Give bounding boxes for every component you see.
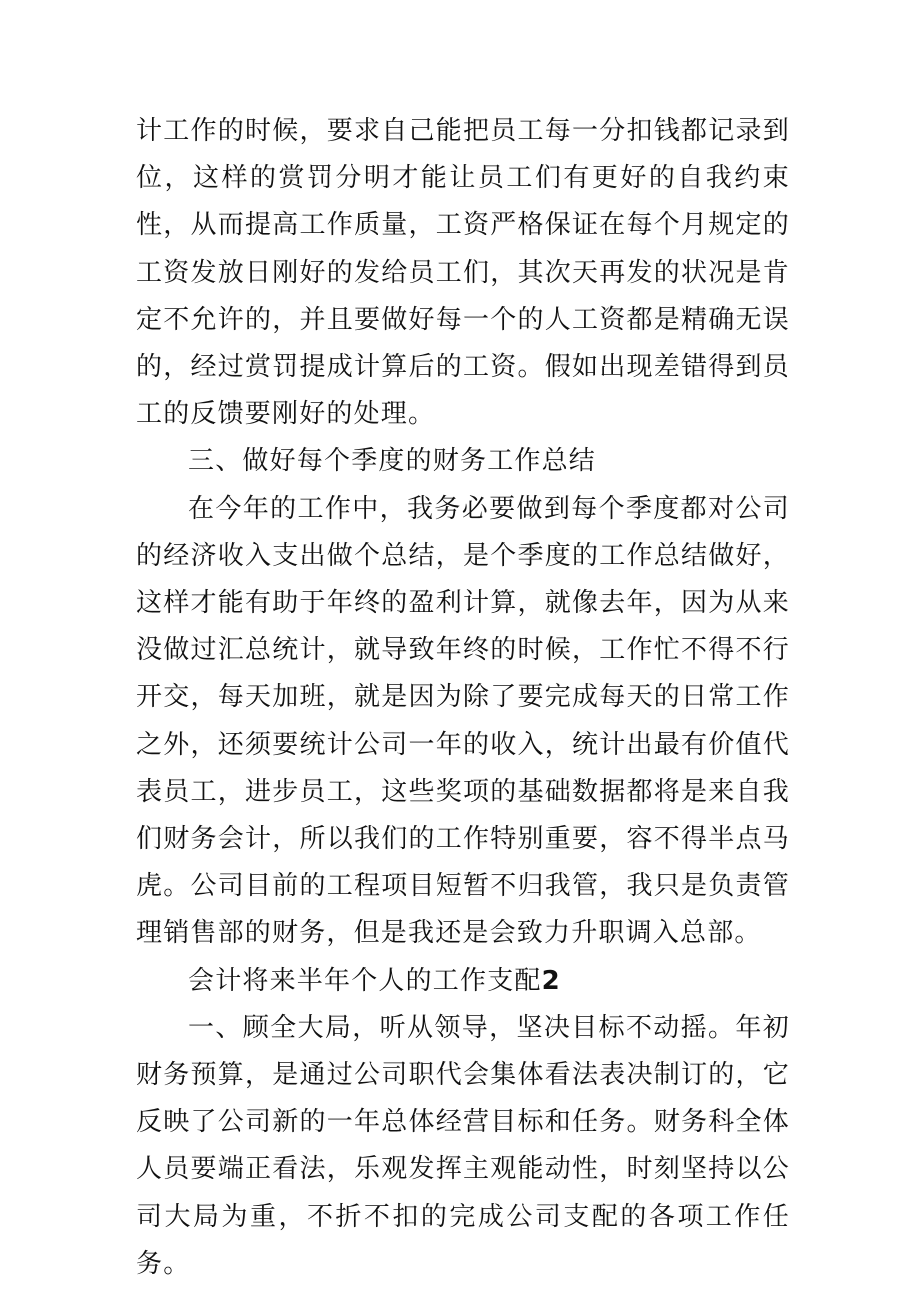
paragraph-quarterly-summary: 在今年的工作中，我务必要做到每个季度都对公司的经济收入支出做个总结，是个季度的工作总结做好，这样才能有助于年终的盈利计算，就像去年，因为从来没做过汇总统计，就导致年终的时候，工作忙不得不行开交，每天加班，就是因为除了要完成每天的日常工作之外，还须要统计公司一年的收入，统计出最有价值代表员工，进步员工，这些奖项的基础数据都将是来自我们财务会计，所以我们的工作特别重要，容不得半点马虎。公司目前的工程项目短暂不归我管，我只是负责管理销售部的财务，但是我还是会致力升职调入总部。 xyxy=(136,493,790,949)
document-body xyxy=(136,108,790,1288)
paragraph-payroll-accuracy: 计工作的时候，要求自己能把员工每一分扣钱都记录到位，这样的赏罚分明才能让员工们有更好的自我约束性，从而提高工作质量，工资严格保证在每个月规定的工资发放日刚好的发给员工们，其次天再发的状况是肯定不允许的，并且要做好每一个的人工资都是精确无误的，经过赏罚提成计算后的工资。假如出现差错得到员工的反馈要刚好的处理。 xyxy=(136,116,790,430)
document-title-plan-2 xyxy=(136,958,790,1005)
paragraph-overall-situation: 一、顾全大局，听从领导，坚决目标不动摇。年初财务预算，是通过公司职代会集体看法表决制订的，它反映了公司新的一年总体经营目标和任务。财务科全体人员要端正看法，乐观发挥主观能动性，时刻坚持以公司大局为重，不折不扣的完成公司支配的各项工作任务。 xyxy=(136,1012,790,1279)
document-title-text: 会计将来半年个人的工作支配 xyxy=(188,965,542,996)
section-heading-quarterly-summary: 三、做好每个季度的财务工作总结 xyxy=(188,446,597,477)
document-title-number: 2 xyxy=(541,965,561,996)
